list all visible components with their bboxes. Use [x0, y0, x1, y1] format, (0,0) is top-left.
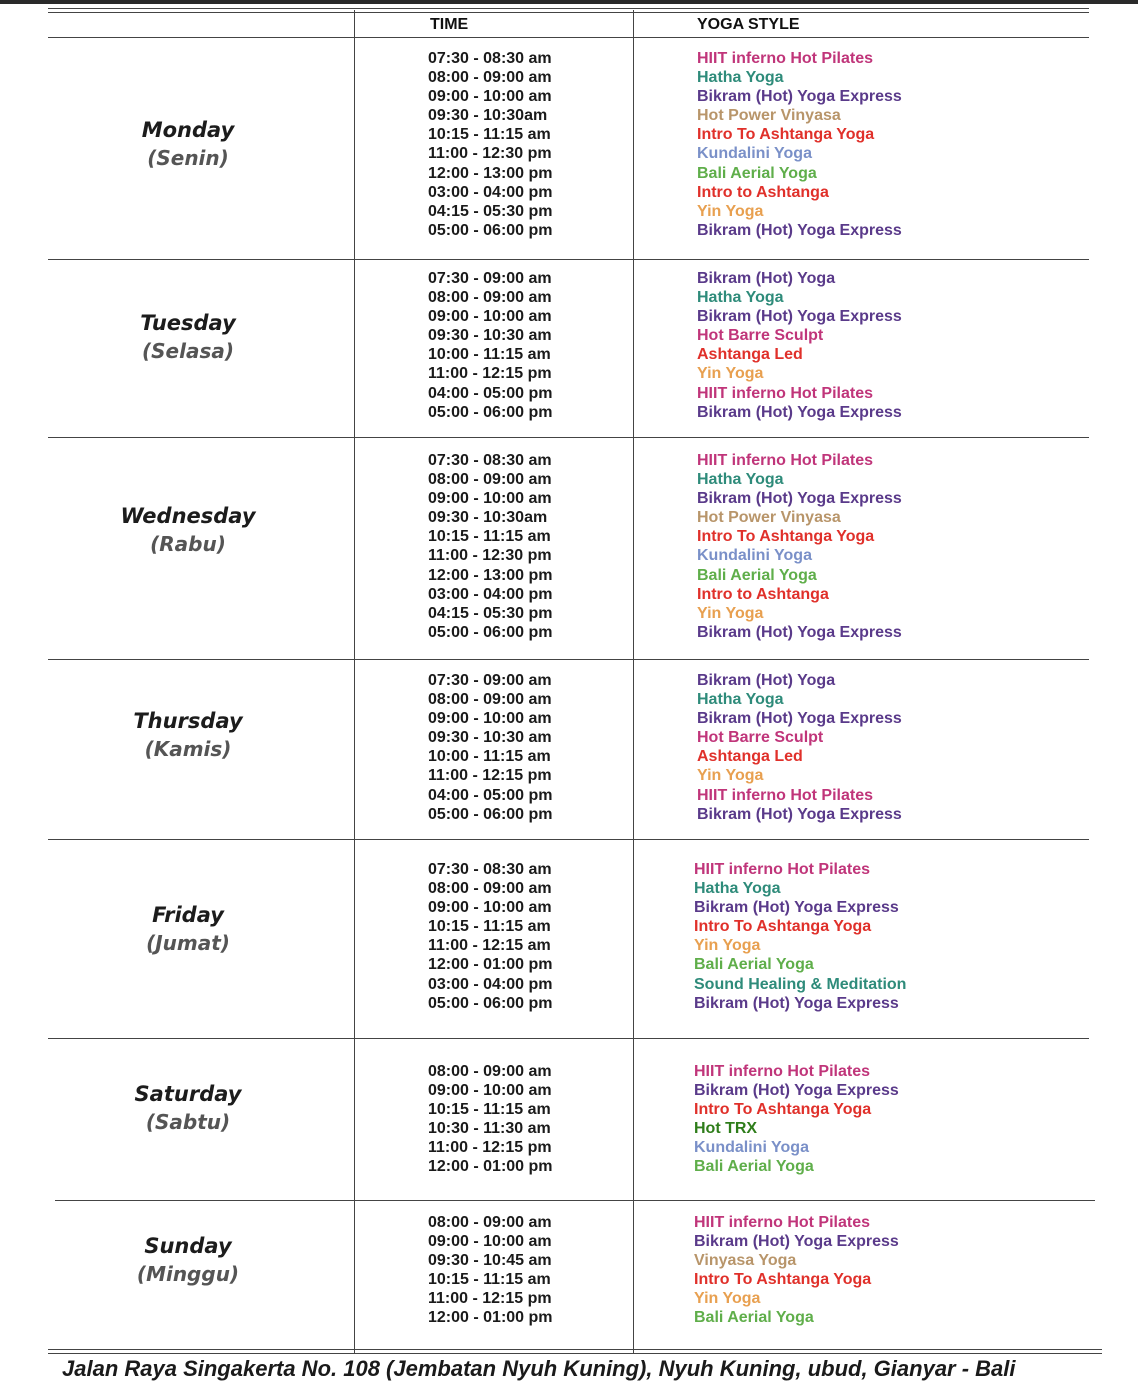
- class-style: Hatha Yoga: [694, 880, 781, 898]
- day-name: Saturday: [134, 1082, 242, 1106]
- class-style: Bikram (Hot) Yoga Express: [697, 221, 902, 239]
- class-style: Bikram (Hot) Yoga Express: [697, 805, 902, 823]
- class-time: 09:00 - 10:00 am: [428, 1233, 552, 1251]
- class-time: 04:00 - 05:00 pm: [428, 384, 553, 402]
- class-style: Yin Yoga: [694, 937, 761, 955]
- class-style: Yin Yoga: [697, 767, 764, 785]
- class-style: Kundalini Yoga: [697, 145, 812, 163]
- class-style: Bali Aerial Yoga: [694, 1309, 814, 1327]
- class-style: Kundalini Yoga: [694, 1139, 809, 1157]
- class-style: Bikram (Hot) Yoga Express: [694, 994, 899, 1012]
- column-divider-style: [633, 10, 634, 1353]
- class-style: Bikram (Hot) Yoga Express: [697, 88, 902, 106]
- time-list-monday: [428, 49, 553, 240]
- time-list-saturday: [428, 1062, 553, 1177]
- day-label-wednesday: [50, 502, 326, 558]
- class-time: 03:00 - 04:00 pm: [428, 585, 553, 603]
- day-separator: [48, 1038, 1089, 1039]
- day-separator: [55, 1200, 1095, 1201]
- class-time: 08:00 - 09:00 am: [428, 1214, 552, 1231]
- class-style: Bikram (Hot) Yoga: [697, 672, 836, 689]
- class-style: Intro To Ashtanga Yoga: [697, 126, 875, 144]
- class-time: 10:00 - 11:15 am: [428, 346, 551, 364]
- class-style: Bikram (Hot) Yoga Express: [694, 1233, 899, 1251]
- day-label-thursday: [50, 707, 326, 763]
- class-time: 12:00 - 13:00 pm: [428, 164, 553, 182]
- class-style: HIIT inferno Hot Pilates: [697, 786, 874, 804]
- class-time: 03:00 - 04:00 pm: [428, 975, 553, 993]
- class-time: 10:30 - 11:30 am: [428, 1120, 551, 1138]
- class-style: Vinyasa Yoga: [694, 1252, 797, 1270]
- class-style: HIIT inferno Hot Pilates: [694, 1063, 871, 1080]
- class-style: Hot Barre Sculpt: [697, 327, 824, 345]
- time-list-tuesday: [428, 269, 553, 422]
- class-time: 09:30 - 10:45 am: [428, 1252, 552, 1270]
- header-divider: [48, 37, 1089, 38]
- class-style: Hatha Yoga: [697, 69, 784, 87]
- top-rule: [0, 0, 1138, 4]
- class-time: 11:00 - 12:30 pm: [428, 547, 552, 565]
- class-time: 05:00 - 06:00 pm: [428, 403, 553, 421]
- class-time: 03:00 - 04:00 pm: [428, 183, 553, 201]
- day-name: Wednesday: [120, 504, 256, 528]
- time-list-friday: [428, 860, 553, 1013]
- class-time: 04:15 - 05:30 pm: [428, 202, 553, 220]
- class-time: 12:00 - 01:00 pm: [428, 1309, 553, 1327]
- day-local-name: (Kamis): [144, 737, 232, 761]
- class-style: Intro To Ashtanga Yoga: [694, 918, 872, 936]
- class-time: 11:00 - 12:15 pm: [428, 767, 552, 785]
- table-top-rule: [48, 8, 1089, 13]
- day-label-tuesday: [50, 309, 326, 365]
- day-local-name: (Minggu): [136, 1262, 240, 1286]
- day-name: Tuesday: [140, 311, 236, 335]
- class-time: 07:30 - 08:30 am: [428, 50, 552, 67]
- class-time: 08:00 - 09:00 am: [428, 69, 552, 87]
- class-style: Yin Yoga: [697, 604, 764, 622]
- class-style: Hot TRX: [694, 1120, 758, 1138]
- class-time: 08:00 - 09:00 am: [428, 289, 552, 307]
- class-time: 07:30 - 09:00 am: [428, 672, 552, 689]
- class-time: 09:00 - 10:00 am: [428, 1082, 552, 1100]
- class-style: Ashtanga Led: [697, 748, 803, 766]
- class-style: Bikram (Hot) Yoga Express: [697, 710, 902, 728]
- class-style: Bali Aerial Yoga: [697, 164, 817, 182]
- day-separator: [48, 437, 1089, 438]
- class-time: 07:30 - 08:30 am: [428, 452, 552, 469]
- class-style: Ashtanga Led: [697, 346, 803, 364]
- class-time: 12:00 - 01:00 pm: [428, 956, 553, 974]
- class-time: 09:00 - 10:00 am: [428, 490, 552, 508]
- class-style: Intro to Ashtanga: [697, 585, 829, 603]
- class-style: Hatha Yoga: [697, 289, 784, 307]
- class-time: 08:00 - 09:00 am: [428, 691, 552, 709]
- class-time: 07:30 - 08:30 am: [428, 861, 552, 878]
- class-time: 10:15 - 11:15 am: [428, 1101, 551, 1119]
- class-style: HIIT inferno Hot Pilates: [697, 384, 874, 402]
- day-label-saturday: [50, 1080, 326, 1136]
- class-time: 11:00 - 12:15 am: [428, 937, 551, 955]
- class-time: 09:30 - 10:30am: [428, 509, 548, 527]
- class-style: Hatha Yoga: [697, 691, 784, 709]
- class-time: 09:30 - 10:30 am: [428, 729, 552, 747]
- class-style: Bikram (Hot) Yoga: [697, 270, 836, 287]
- style-list-friday: [694, 860, 906, 1013]
- class-style: HIIT inferno Hot Pilates: [697, 50, 874, 67]
- class-style: Yin Yoga: [697, 202, 764, 220]
- class-time: 09:30 - 10:30am: [428, 107, 548, 125]
- class-style: Intro To Ashtanga Yoga: [697, 528, 875, 546]
- class-time: 12:00 - 01:00 pm: [428, 1158, 553, 1176]
- day-local-name: (Senin): [147, 146, 229, 170]
- style-list-thursday: [697, 671, 902, 824]
- style-list-tuesday: [697, 269, 902, 422]
- class-time: 08:00 - 09:00 am: [428, 471, 552, 489]
- class-style: Bikram (Hot) Yoga Express: [697, 623, 902, 641]
- class-style: Hot Barre Sculpt: [697, 729, 824, 747]
- class-style: Hot Power Vinyasa: [697, 509, 841, 527]
- class-time: 05:00 - 06:00 pm: [428, 805, 553, 823]
- class-style: Intro To Ashtanga Yoga: [694, 1271, 872, 1289]
- class-time: 11:00 - 12:15 pm: [428, 1139, 552, 1157]
- class-time: 08:00 - 09:00 am: [428, 1063, 552, 1080]
- day-label-sunday: [50, 1232, 326, 1288]
- day-label-monday: [50, 116, 326, 172]
- class-time: 11:00 - 12:15 pm: [428, 1290, 552, 1308]
- time-list-wednesday: [428, 451, 553, 642]
- day-separator: [48, 259, 1089, 260]
- class-style: Intro To Ashtanga Yoga: [694, 1101, 872, 1119]
- day-label-friday: [50, 901, 326, 957]
- class-style: Bikram (Hot) Yoga Express: [697, 490, 902, 508]
- day-name: Thursday: [133, 709, 243, 733]
- class-style: Yin Yoga: [697, 365, 764, 383]
- class-time: 10:15 - 11:15 am: [428, 1271, 551, 1289]
- class-time: 09:00 - 10:00 am: [428, 88, 552, 106]
- style-column-header: YOGA STYLE: [697, 16, 800, 33]
- class-time: 09:00 - 10:00 am: [428, 899, 552, 917]
- class-style: Bali Aerial Yoga: [694, 956, 814, 974]
- class-style: Kundalini Yoga: [697, 547, 812, 565]
- class-time: 08:00 - 09:00 am: [428, 880, 552, 898]
- address-footer: Jalan Raya Singakerta No. 108 (Jembatan Nyuh Kuning), Nyuh Kuning, ubud, Gianyar - Bali: [62, 1356, 1016, 1381]
- day-local-name: (Rabu): [150, 532, 226, 556]
- style-list-monday: [697, 49, 902, 240]
- day-local-name: (Sabtu): [145, 1110, 231, 1134]
- class-time: 10:15 - 11:15 am: [428, 126, 551, 144]
- day-name: Sunday: [144, 1234, 232, 1258]
- time-list-thursday: [428, 671, 553, 824]
- class-style: HIIT inferno Hot Pilates: [697, 452, 874, 469]
- day-name: Friday: [152, 903, 224, 927]
- class-time: 10:15 - 11:15 am: [428, 528, 551, 546]
- class-style: Bali Aerial Yoga: [697, 566, 817, 584]
- style-list-wednesday: [697, 451, 902, 642]
- class-style: Sound Healing & Meditation: [694, 975, 907, 993]
- class-style: Intro to Ashtanga: [697, 183, 829, 201]
- style-list-sunday: [694, 1213, 899, 1328]
- day-local-name: (Selasa): [141, 339, 234, 363]
- class-time: 05:00 - 06:00 pm: [428, 994, 553, 1012]
- class-style: Yin Yoga: [694, 1290, 761, 1308]
- class-style: Bikram (Hot) Yoga Express: [694, 1082, 899, 1100]
- class-time: 05:00 - 06:00 pm: [428, 623, 553, 641]
- class-time: 10:00 - 11:15 am: [428, 748, 551, 766]
- day-separator: [48, 659, 1089, 660]
- class-time: 10:15 - 11:15 am: [428, 918, 551, 936]
- class-time: 11:00 - 12:15 pm: [428, 365, 552, 383]
- class-style: HIIT inferno Hot Pilates: [694, 861, 871, 878]
- day-local-name: (Jumat): [146, 931, 230, 955]
- class-time: 04:15 - 05:30 pm: [428, 604, 553, 622]
- class-time: 04:00 - 05:00 pm: [428, 786, 553, 804]
- class-style: Bikram (Hot) Yoga Express: [697, 308, 902, 326]
- class-time: 09:30 - 10:30 am: [428, 327, 552, 345]
- class-time: 12:00 - 13:00 pm: [428, 566, 553, 584]
- class-time: 09:00 - 10:00 am: [428, 308, 552, 326]
- table-bottom-rule: [48, 1349, 1102, 1354]
- class-style: Hot Power Vinyasa: [697, 107, 841, 125]
- time-list-sunday: [428, 1213, 553, 1328]
- time-column-header: TIME: [430, 16, 469, 33]
- class-style: Bali Aerial Yoga: [694, 1158, 814, 1176]
- day-name: Monday: [141, 118, 235, 142]
- class-style: HIIT inferno Hot Pilates: [694, 1214, 871, 1231]
- class-time: 11:00 - 12:30 pm: [428, 145, 552, 163]
- class-style: Hatha Yoga: [697, 471, 784, 489]
- style-list-saturday: [694, 1062, 899, 1177]
- column-divider-time: [354, 10, 355, 1353]
- class-time: 09:00 - 10:00 am: [428, 710, 552, 728]
- day-separator: [48, 839, 1089, 840]
- class-time: 05:00 - 06:00 pm: [428, 221, 553, 239]
- class-style: Bikram (Hot) Yoga Express: [697, 403, 902, 421]
- class-time: 07:30 - 09:00 am: [428, 270, 552, 287]
- class-style: Bikram (Hot) Yoga Express: [694, 899, 899, 917]
